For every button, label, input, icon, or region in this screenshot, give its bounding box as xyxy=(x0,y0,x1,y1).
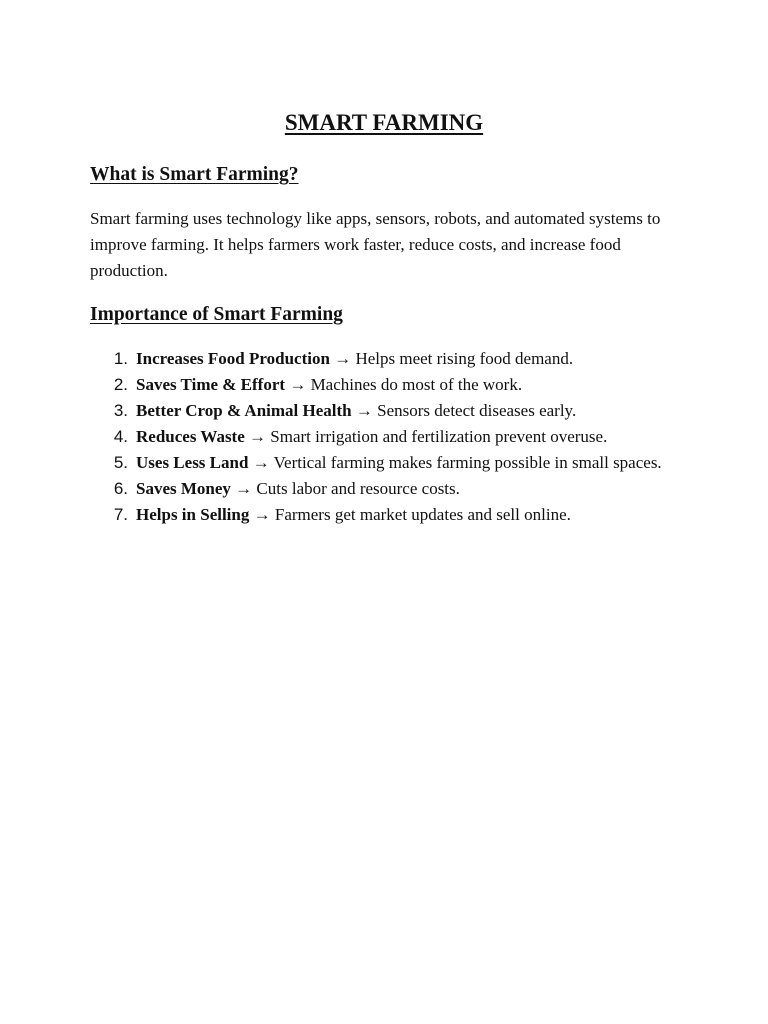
list-item xyxy=(90,346,690,372)
arrow-icon: → xyxy=(244,427,271,446)
list-item-description: Cuts labor and resource costs. xyxy=(256,479,460,498)
section-heading-what-is: What is Smart Farming? xyxy=(90,164,299,185)
list-item xyxy=(90,424,690,450)
list-item-term: Increases Food Production xyxy=(136,349,330,368)
list-item-description: Farmers get market updates and sell online. xyxy=(274,505,571,524)
list-number: 3. xyxy=(113,401,128,420)
list-item xyxy=(90,502,690,528)
arrow-icon: → xyxy=(230,479,257,498)
list-number: 1. xyxy=(113,349,128,368)
list-item-content xyxy=(136,398,690,424)
arrow-icon: → xyxy=(351,401,378,420)
list-item xyxy=(90,450,690,476)
list-item-term: Reduces Waste xyxy=(136,427,245,446)
list-item xyxy=(90,398,690,424)
list-item-description: Machines do most of the work. xyxy=(310,375,523,394)
list-item-term: Better Crop & Animal Health xyxy=(136,401,352,420)
document-title: SMART FARMING xyxy=(284,110,484,135)
list-item-content xyxy=(136,476,690,502)
list-item-term: Saves Money xyxy=(136,479,231,498)
list-item-description: Helps meet rising food demand. xyxy=(355,349,574,368)
list-item-content xyxy=(136,502,690,528)
arrow-icon: → xyxy=(329,349,356,368)
importance-list xyxy=(90,346,690,528)
list-number: 6. xyxy=(113,479,128,498)
arrow-icon: → xyxy=(248,453,274,472)
list-item xyxy=(90,372,690,398)
list-item-content xyxy=(136,372,690,398)
list-item-description: Vertical farming makes farming possible in small spaces. xyxy=(273,453,662,472)
section-heading-importance: Importance of Smart Farming xyxy=(90,304,343,325)
list-number: 7. xyxy=(113,505,128,524)
list-item-term: Saves Time & Effort xyxy=(136,375,286,394)
list-item-description: Sensors detect diseases early. xyxy=(377,401,577,420)
list-item-term: Uses Less Land xyxy=(136,453,249,472)
arrow-icon: → xyxy=(249,505,275,524)
list-item-content xyxy=(136,424,690,450)
list-number: 5. xyxy=(113,453,128,472)
arrow-icon: → xyxy=(285,375,311,394)
list-item-content xyxy=(136,450,690,476)
list-item-content xyxy=(136,346,690,372)
list-item xyxy=(90,476,690,502)
list-number: 4. xyxy=(113,427,128,446)
list-item-term: Helps in Selling xyxy=(136,505,250,524)
list-number: 2. xyxy=(113,375,128,394)
list-item-description: Smart irrigation and fertilization prevent overuse. xyxy=(270,427,608,446)
intro-paragraph: Smart farming uses technology like apps, sensors, robots, and automated systems to improve farming. It helps farmers work faster, reduce costs, and increase food production. xyxy=(90,209,661,280)
